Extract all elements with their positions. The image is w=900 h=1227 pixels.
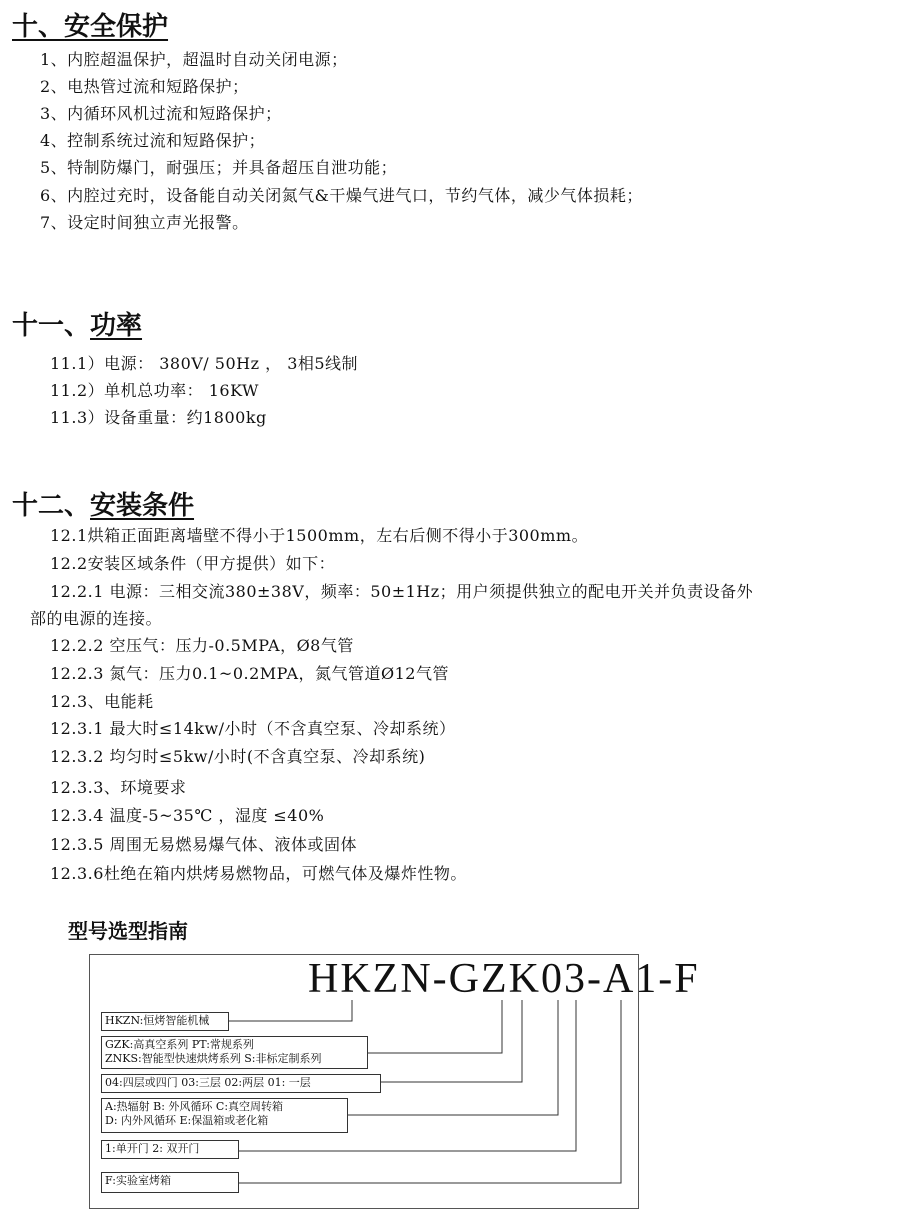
guide-box-doors <box>101 1140 239 1159</box>
guide-box-heating <box>101 1098 348 1133</box>
section-10-title: 安全保护 <box>64 12 169 42</box>
s10-item-5: 5、特制防爆门，耐强压；并具备超压自泄功能； <box>40 158 398 177</box>
s12-item-3: 12.2.1 电源：三相交流380±38V，频率：50±1Hz；用户须提供独立的配电开关并负责设备外 <box>50 582 754 601</box>
guide-box-type-line-1: F:实验室烤箱 <box>105 1174 171 1187</box>
guide-box-series-line-1: GZK:高真空系列 PT:常规系列 <box>105 1038 254 1051</box>
section-10-heading <box>12 6 168 43</box>
guide-box-doors-line-1: 1:单开门 2: 双开门 <box>105 1142 200 1155</box>
s12-item-10: 12.3.4 温度-5~35℃ ，湿度 ≤40% <box>50 806 325 825</box>
s12-item-6: 12.3、电能耗 <box>50 692 154 711</box>
guide-box-layers <box>101 1074 381 1093</box>
section-11-number: 十一、 <box>12 311 91 341</box>
s11-item-3: 11.3）设备重量：约1800kg <box>50 408 267 427</box>
section-10-number: 十、 <box>12 12 65 42</box>
s12-item-8: 12.3.2 均匀时≤5kw/小时(不含真空泵、冷却系统) <box>50 747 426 766</box>
s10-item-1: 1、内腔超温保护，超温时自动关闭电源； <box>40 50 348 69</box>
guide-heading: 型号选型指南 <box>68 919 188 943</box>
section-11-title: 功率 <box>90 311 143 341</box>
s10-item-6: 6、内腔过充时，设备能自动关闭氮气&干燥气进气口，节约气体，减少气体损耗； <box>40 186 643 205</box>
guide-box-series-line-2: ZNKS:智能型快速烘烤系列 S:非标定制系列 <box>105 1052 322 1065</box>
model-code: HKZN-GZK03-A1-F <box>308 956 700 1002</box>
guide-box-heating-line-2: D: 内外风循环 E:保温箱或老化箱 <box>105 1114 269 1127</box>
s12-item-2: 12.2安装区域条件（甲方提供）如下： <box>50 554 336 573</box>
guide-box-brand-line-1: HKZN:恒烤智能机械 <box>105 1014 210 1027</box>
s12-item-1: 12.1烘箱正面距离墙壁不得小于1500mm，左右后侧不得小于300mm。 <box>50 526 589 545</box>
guide-box-heating-line-1: A:热辐射 B: 外风循环 C:真空周转箱 <box>105 1100 284 1113</box>
section-12-heading <box>12 485 194 522</box>
s12-item-3-cont: 部的电源的连接。 <box>30 609 163 628</box>
s12-item-12: 12.3.6杜绝在箱内烘烤易燃物品，可燃气体及爆炸性物。 <box>50 864 467 883</box>
s12-item-11: 12.3.5 周围无易燃易爆气体、液体或固体 <box>50 835 357 854</box>
guide-box-type <box>101 1172 239 1193</box>
s12-item-4: 12.2.2 空压气：压力-0.5MPA，Ø8气管 <box>50 636 354 655</box>
s11-item-1: 11.1）电源： 380V/ 50Hz ， 3相5线制 <box>50 354 359 373</box>
s10-item-2: 2、电热管过流和短路保护； <box>40 77 249 96</box>
s11-item-2: 11.2）单机总功率： 16KW <box>50 381 259 400</box>
s12-item-7: 12.3.1 最大时≤14kw/小时（不含真空泵、冷却系统） <box>50 719 456 738</box>
s10-item-3: 3、内循环风机过流和短路保护； <box>40 104 282 123</box>
section-12-title: 安装条件 <box>90 491 195 521</box>
s10-item-7: 7、设定时间独立声光报警。 <box>40 213 249 232</box>
section-12-number: 十二、 <box>12 491 91 521</box>
s12-item-9: 12.3.3、环境要求 <box>50 778 187 797</box>
guide-box-brand <box>101 1012 229 1031</box>
section-11-heading <box>12 305 142 342</box>
guide-box-layers-line-1: 04:四层或四门 03:三层 02:两层 01: 一层 <box>105 1076 311 1089</box>
guide-box-series <box>101 1036 368 1069</box>
s12-item-5: 12.2.3 氮气：压力0.1~0.2MPA，氮气管道Ø12气管 <box>50 664 449 683</box>
s10-item-4: 4、控制系统过流和短路保护； <box>40 131 266 150</box>
